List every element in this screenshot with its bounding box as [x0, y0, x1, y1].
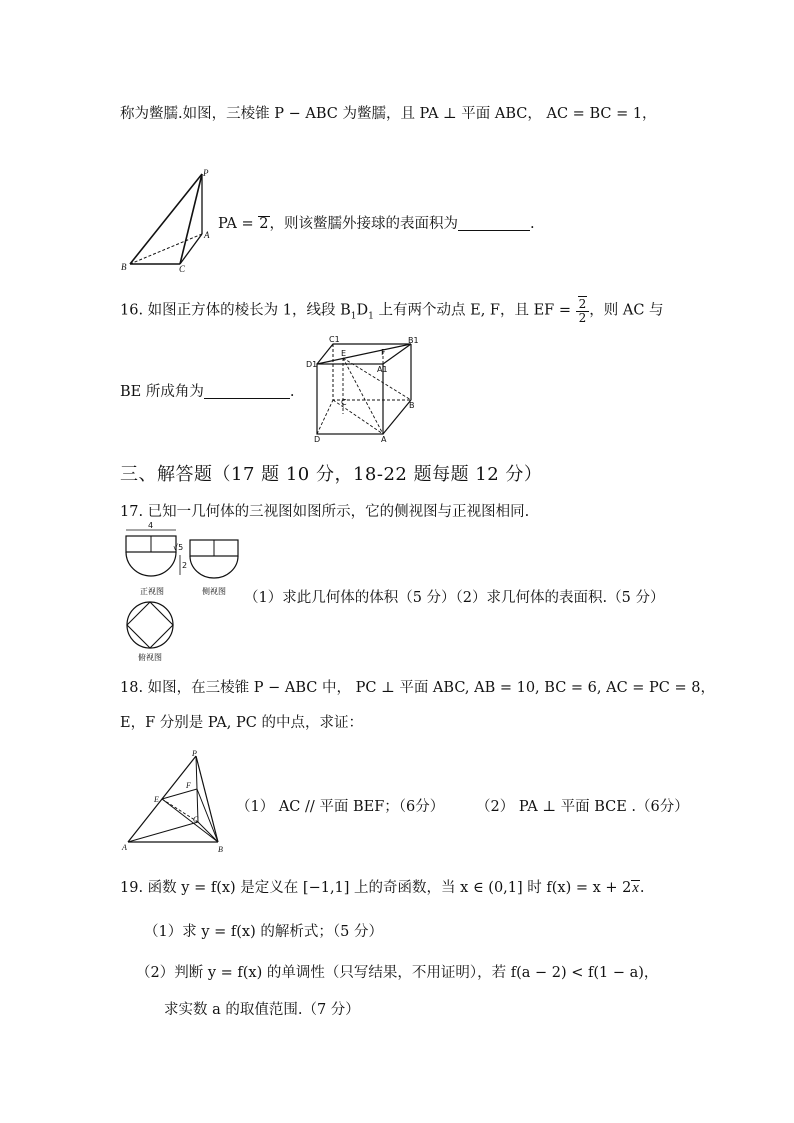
frac-sqrt2-over-2: $\frac{2}{2}$	[576, 296, 590, 325]
label-F: F	[381, 348, 386, 357]
label-E: E	[154, 795, 159, 804]
label-side-view: 侧视图	[202, 587, 226, 596]
label-A: A	[381, 435, 387, 444]
q17-parts: （1）求此几何体的体积（5 分）（2）求几何体的表面积.（5 分）	[244, 590, 665, 606]
label-F: F	[186, 781, 191, 790]
q19-part1: （1）求 y = f(x) 的解析式；（5 分）	[144, 924, 383, 940]
label-D1: D1	[306, 360, 318, 369]
q15-pyramid-figure	[118, 166, 213, 274]
q18-line2: E，F 分别是 PA, PC 的中点，求证：	[120, 715, 363, 731]
q17-line1: 17. 已知一几何体的三视图如图所示，它的侧视图与正视图相同.	[120, 504, 530, 520]
label-P: P	[203, 168, 209, 178]
q18-pyramid-figure	[120, 748, 232, 856]
label-C: C	[341, 398, 347, 407]
label-A1: A1	[377, 365, 388, 374]
answer-blank-16	[204, 384, 290, 399]
q15-line2: PA = 2，则该鳖臑外接球的表面积为 .	[218, 216, 535, 232]
label-E: E	[341, 349, 347, 358]
label-P: P	[192, 749, 197, 758]
label-A: A	[122, 843, 127, 852]
label-B: B	[121, 262, 127, 272]
q15-line1: 称为鳖臑.如图，三棱锥 P − ABC 为鳖臑，且 PA ⊥ 平面 ABC， AC = BC = 1，	[120, 106, 657, 122]
q19-line1: 19. 函数 y = f(x) 是定义在 [−1,1] 上的奇函数，当 x ∈ (0,1] 时 f(x) = x + 2x.	[120, 880, 645, 896]
dim-width: 4	[148, 521, 154, 530]
q16-line2: BE 所成角为 .	[120, 384, 295, 400]
q19-part2-cont: 求实数 a 的取值范围.（7 分）	[164, 1002, 360, 1018]
label-C: C	[193, 815, 199, 824]
q15-pa-eq: PA =	[218, 216, 259, 232]
label-B: B	[409, 401, 415, 410]
answer-blank-15	[458, 216, 530, 231]
q15-question: ，则该鳖臑外接球的表面积为	[269, 216, 458, 232]
q19-part2: （2）判断 y = f(x) 的单调性（只写结果，不用证明），若 f(a − 2) < f(1 − a)，	[136, 965, 659, 981]
section-3-title: 三、解答题（17 题 10 分，18-22 题每题 12 分）	[120, 464, 543, 485]
sqrt-2: 2	[259, 216, 269, 232]
q16-cube-figure	[305, 334, 425, 444]
dim-small: √5	[173, 543, 184, 552]
q16-line1: 16. 如图正方体的棱长为 1，线段 $B_1D_1$ 上有两个动点 E, F，且 EF = $\frac{2}{2}$ ，则 AC 与	[120, 297, 664, 325]
q17-three-views-figure	[118, 520, 246, 662]
label-D: D	[314, 435, 321, 444]
label-C1: C1	[329, 335, 340, 344]
label-A: A	[204, 230, 210, 240]
sqrt-x: x	[632, 880, 639, 896]
q18-line1: 18. 如图，在三棱锥 P − ABC 中， PC ⊥ 平面 ABC, AB = 10, BC = 6, AC = PC = 8，	[120, 680, 715, 696]
label-top-view: 俯视图	[138, 653, 162, 662]
q18-part1: （1） AC // 平面 BEF；（6分）	[236, 799, 445, 815]
label-B: B	[218, 845, 223, 854]
q18-part2: （2） PA ⊥ 平面 BCE .（6分）	[476, 799, 689, 815]
label-front-view: 正视图	[140, 587, 164, 596]
dim-height: 2	[182, 561, 188, 570]
label-B1: B1	[408, 336, 419, 345]
label-C: C	[179, 264, 186, 274]
